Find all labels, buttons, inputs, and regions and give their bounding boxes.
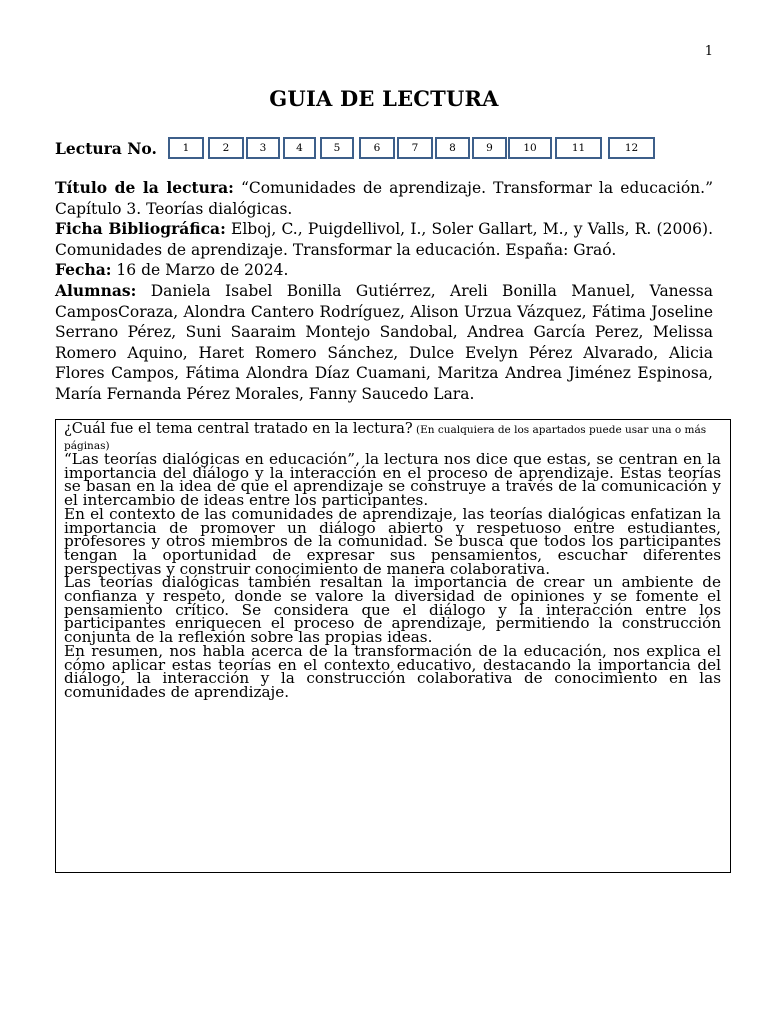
lectura-number-box[interactable]: 11 (555, 137, 602, 159)
reading-title-value: “Comunidades de aprendizaje. Transformar la educación.” Capítulo 3. Teorías dialógicas. (55, 179, 713, 218)
answer-text (64, 450, 721, 701)
reading-title-label: Título de la lectura: (55, 178, 234, 197)
answer-paragraph: Las teorías dialógicas también resaltan la importancia de crear un ambiente de confianza y respeto, donde se valore la diversidad de opiniones y se fomente el pensamiento crítico. Se considera que el diálogo y la interacción entre los participantes enriquecen el proceso de aprendizaje, permitiendo la construcción conjunta de la reflexión sobre las propias ideas. (64, 573, 721, 647)
lectura-number-box[interactable]: 10 (508, 137, 552, 159)
students-value: Daniela Isabel Bonilla Gutiérrez, Areli Bonilla Manuel, Vanessa CamposCoraza, Alondra Cantero Rodríguez, Alison Urzua Vázquez, Fátima Joseline Serrano Pérez, Suni Saaraim Montejo Sandobal, Andrea García Perez, Melissa Romero Aquino, Haret Romero Sánchez, Dulce Evelyn Pérez Alvarado, Alicia Flores Campos, Fátima Alondra Díaz Cuamani, Maritza Andrea Jiménez Espinosa, María Fernanda Pérez Morales, Fanny Saucedo Lara. (55, 281, 713, 403)
lectura-number-row (55, 137, 715, 163)
lectura-number-box[interactable]: 8 (435, 137, 470, 159)
answer-paragraph: En el contexto de las comunidades de aprendizaje, las teorías dialógicas enfatizan la importancia de promover un diálogo abierto y respetuoso entre estudiantes, profesores y otros miembros de la comunidad. Se busca que todos los participantes tengan la oportunidad de expresar sus pensamientos, escuchar diferentes perspectivas y construir conocimiento de manera colaborativa. (64, 504, 721, 578)
students-label: Alumnas: (55, 280, 137, 300)
lectura-number-box[interactable]: 6 (359, 137, 395, 159)
bibliography-label: Ficha Bibliográfica: (55, 219, 226, 239)
lectura-label: Lectura No. (55, 139, 157, 158)
answer-box (55, 419, 731, 873)
question-note: (En cualquiera de los apartados puede usar una o más páginas) (64, 424, 707, 452)
lectura-number-box[interactable]: 1 (168, 137, 204, 159)
lectura-number-box[interactable]: 12 (608, 137, 655, 159)
bibliography-line (55, 219, 713, 260)
students-line (55, 281, 713, 405)
question-line (64, 422, 721, 453)
lectura-number-box[interactable]: 7 (397, 137, 433, 159)
date-label: Fecha: (55, 260, 112, 280)
answer-paragraph: En resumen, nos habla acerca de la transformación de la educación, nos explica el cómo aplicar estas teorías en el contexto educativo, destacando la importancia del diálogo, la interacción y la construcción colaborativa de conocimiento en las comunidades de aprendizaje. (64, 641, 721, 701)
lectura-number-box[interactable]: 9 (472, 137, 507, 159)
lectura-number-box[interactable]: 5 (320, 137, 354, 159)
reading-title-line (55, 178, 713, 219)
bibliography-value: Elboj, C., Puigdellivol, I., Soler Gallart, M., y Valls, R. (2006). Comunidades de aprendizaje. Transformar la educación. España: Graó. (55, 220, 714, 259)
date-value: 16 de Marzo de 2024. (111, 261, 289, 280)
answer-paragraph: “Las teorías dialógicas en educación”, la lectura nos dice que estas, se centran en la importancia del diálogo y la interacción en el proceso de aprendizaje. Estas teorías se basan en la idea de que el aprendizaje se construye a través de la comunicación y el intercambio de ideas entre los participantes. (64, 450, 721, 510)
page-number: 1 (704, 44, 713, 59)
page-title: GUIA DE LECTURA (269, 86, 499, 111)
question-text: ¿Cuál fue el tema central tratado en la lectura? (64, 421, 413, 437)
reading-info (55, 178, 713, 405)
date-line (55, 260, 713, 281)
lectura-number-box[interactable]: 4 (283, 137, 316, 159)
lectura-number-box[interactable]: 3 (246, 137, 280, 159)
lectura-number-box[interactable]: 2 (208, 137, 244, 159)
